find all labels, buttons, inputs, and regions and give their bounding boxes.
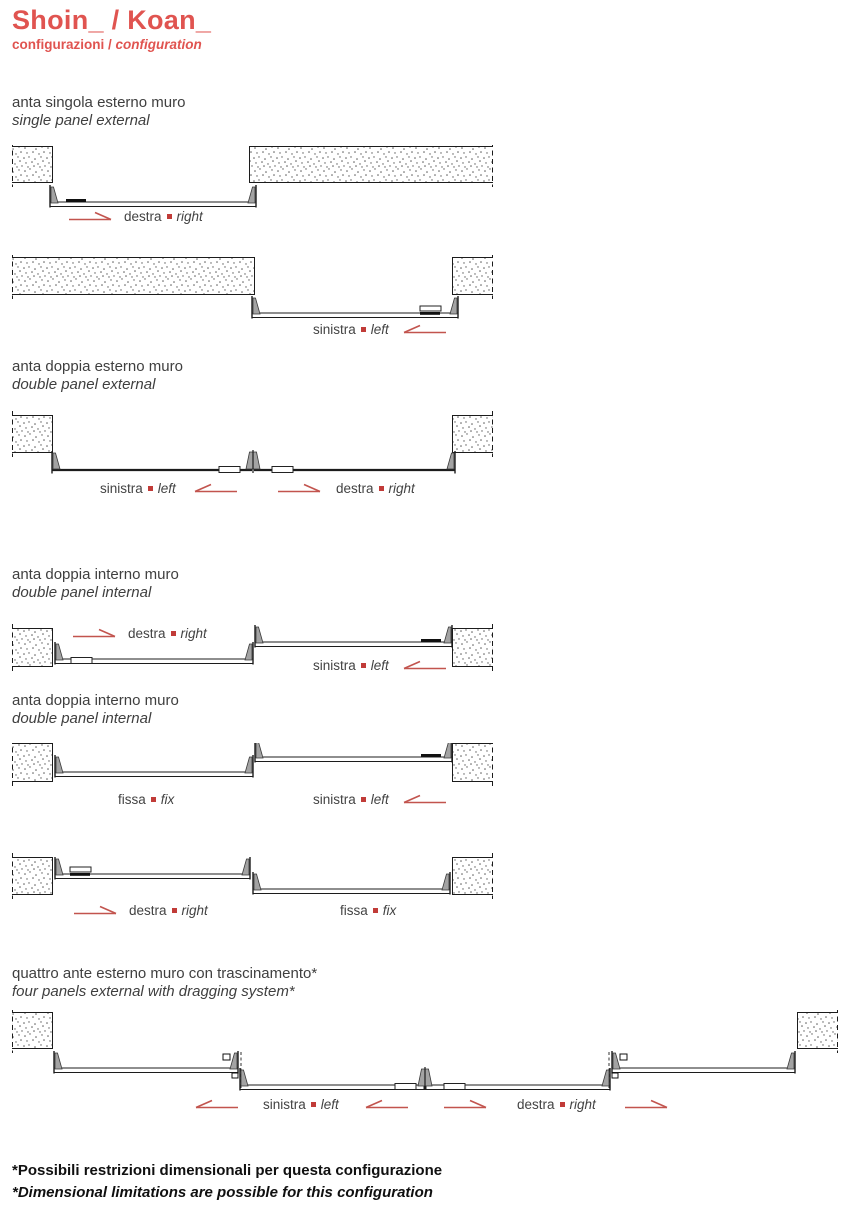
direction-label-group — [68, 207, 203, 225]
label-en: right — [569, 1096, 596, 1112]
direction-label — [313, 792, 389, 807]
jamb-bracket — [444, 743, 451, 758]
label-it: destra — [129, 902, 167, 918]
direction-label — [336, 481, 415, 496]
jamb-bracket — [55, 1053, 62, 1069]
door-handle — [395, 1084, 416, 1090]
arrow-right-icon — [73, 904, 119, 917]
direction-label — [340, 903, 396, 918]
label-it: destra — [336, 480, 374, 496]
wall-block — [453, 853, 494, 899]
door-handle — [70, 873, 90, 876]
label-en: left — [370, 791, 389, 807]
door-handle — [421, 639, 441, 642]
section-heading-en: single panel external — [12, 111, 150, 129]
door-panel — [255, 642, 452, 647]
arrow-left-icon — [192, 482, 238, 495]
jamb-bracket — [447, 453, 454, 469]
wall-block — [453, 743, 494, 786]
label-it: sinistra — [313, 791, 356, 807]
page-title: Shoin_ / Koan_ — [12, 5, 212, 35]
label-it: sinistra — [313, 657, 356, 673]
wall-block — [12, 624, 53, 671]
red-square-icon — [560, 1102, 565, 1107]
jamb-bracket — [613, 1053, 620, 1069]
drag-hook — [223, 1054, 230, 1060]
door-panel — [612, 1068, 795, 1073]
jamb-bracket — [245, 757, 252, 773]
diagram-canvas — [0, 1010, 849, 1122]
wall-block — [453, 411, 494, 457]
section-heading-en: double panel internal — [12, 583, 152, 601]
red-square-icon — [151, 797, 156, 802]
section-heading-it: anta doppia interno muro — [12, 566, 179, 583]
door-handle — [219, 467, 240, 473]
wall-block — [12, 743, 53, 786]
label-en: left — [370, 657, 389, 673]
jamb-bracket — [56, 644, 63, 660]
jamb-bracket — [56, 757, 63, 773]
arrow-left-icon — [401, 323, 447, 336]
label-it: sinistra — [263, 1096, 306, 1112]
direction-label-group — [313, 656, 447, 674]
jamb-bracket — [241, 1070, 248, 1086]
section-heading-double-panel-internal-2 — [12, 692, 179, 727]
door-handle — [420, 312, 440, 315]
direction-label-group — [193, 1095, 409, 1113]
wall-block — [12, 145, 53, 187]
jamb-bracket — [242, 859, 249, 875]
arrow-left-icon — [193, 1098, 239, 1111]
subtitle-separator: / — [104, 37, 116, 52]
section-heading-en: double panel external — [12, 375, 156, 393]
jamb-bracket — [53, 453, 60, 469]
door-panel — [255, 757, 452, 762]
wall-block — [12, 1010, 53, 1053]
jamb-bracket — [56, 859, 63, 875]
jamb-bracket — [253, 298, 260, 314]
door-panel — [50, 202, 256, 207]
direction-label-group — [340, 901, 396, 919]
jamb-bracket — [256, 627, 263, 643]
direction-label — [313, 658, 389, 673]
label-it: fissa — [118, 791, 146, 807]
label-en: left — [320, 1096, 339, 1112]
red-square-icon — [373, 908, 378, 913]
label-en: right — [176, 208, 203, 224]
section-heading-it: quattro ante esterno muro con trascinamento* — [12, 965, 318, 982]
door-panel — [55, 772, 253, 777]
section-heading-it: anta singola esterno muro — [12, 94, 186, 111]
section-heading-it: anta doppia esterno muro — [12, 358, 183, 375]
arrow-right-icon — [277, 482, 323, 495]
red-square-icon — [379, 486, 384, 491]
label-en: fix — [382, 902, 397, 918]
drag-hook — [620, 1054, 627, 1060]
jamb-bracket — [230, 1053, 237, 1069]
arrow-right-icon — [624, 1098, 670, 1111]
jamb-bracket — [254, 874, 261, 890]
direction-label-group — [313, 790, 447, 808]
arrow-left-icon — [363, 1098, 409, 1111]
direction-label-group — [443, 1095, 670, 1113]
direction-label-group — [100, 479, 238, 497]
diagram-double-panel-internal — [0, 618, 849, 688]
door-handle — [420, 306, 441, 311]
arrow-left-icon — [401, 659, 447, 672]
label-en: fix — [160, 791, 175, 807]
direction-label — [100, 481, 176, 496]
door-panel — [54, 1068, 238, 1073]
jamb-bracket — [450, 298, 457, 314]
red-square-icon — [167, 214, 172, 219]
arrow-right-icon — [68, 210, 114, 223]
footnote-en: *Dimensional limitations are possible for this configuration — [12, 1184, 433, 1201]
red-square-icon — [361, 327, 366, 332]
direction-label — [124, 209, 203, 224]
red-square-icon — [361, 797, 366, 802]
diagram-double-panel-fix-right — [0, 848, 849, 922]
diagram-double-panel-fix-left — [0, 743, 849, 811]
diagram-single-panel-left — [0, 255, 849, 345]
label-it: sinistra — [100, 480, 143, 496]
jamb-bracket — [444, 627, 451, 643]
label-it: destra — [128, 625, 166, 641]
arrow-right-icon — [443, 1098, 489, 1111]
red-square-icon — [311, 1102, 316, 1107]
door-handle — [71, 658, 92, 664]
direction-label-group — [313, 320, 447, 338]
jamb-bracket — [51, 187, 58, 203]
direction-label-group — [72, 624, 207, 642]
diagram-double-panel-external — [0, 410, 849, 502]
direction-label — [118, 792, 174, 807]
section-heading-en: four panels external with dragging system* — [12, 982, 295, 1000]
section-heading-double-panel-external — [12, 358, 183, 393]
door-panel — [253, 889, 450, 894]
wall-block — [12, 411, 53, 457]
direction-label-group — [277, 479, 415, 497]
jamb-bracket — [442, 874, 449, 890]
direction-label — [128, 626, 207, 641]
section-heading-four-panels-external — [12, 965, 317, 1000]
label-en: right — [388, 480, 415, 496]
red-square-icon — [172, 908, 177, 913]
subtitle-it: configurazioni — [12, 37, 105, 52]
drag-hook — [612, 1073, 618, 1078]
footnote-it: *Possibili restrizioni dimensionali per questa configurazione — [12, 1162, 443, 1179]
diagram-four-panels-external — [0, 1010, 849, 1122]
diagram-single-panel-right — [0, 145, 849, 233]
wall-block — [453, 255, 494, 299]
label-it: fissa — [340, 902, 368, 918]
door-handle — [66, 199, 86, 202]
wall-block — [12, 853, 53, 899]
jamb-bracket — [787, 1053, 794, 1069]
door-handle — [70, 867, 91, 872]
wall-block — [12, 255, 255, 299]
red-square-icon — [171, 631, 176, 636]
label-en: left — [370, 321, 389, 337]
label-en: left — [157, 480, 176, 496]
label-it: destra — [124, 208, 162, 224]
door-handle — [444, 1084, 465, 1090]
page-header — [12, 6, 211, 52]
wall-block — [453, 624, 494, 671]
arrow-left-icon — [401, 793, 447, 806]
wall-block — [250, 145, 494, 187]
arrow-right-icon — [72, 627, 118, 640]
red-square-icon — [148, 486, 153, 491]
wall-block — [798, 1010, 839, 1053]
jamb-bracket — [602, 1070, 609, 1086]
direction-label — [129, 903, 208, 918]
red-square-icon — [361, 663, 366, 668]
label-en: right — [181, 902, 208, 918]
door-handle — [421, 754, 441, 757]
label-it: destra — [517, 1096, 555, 1112]
direction-label-group — [118, 790, 174, 808]
direction-label — [313, 322, 389, 337]
direction-label-group — [73, 901, 208, 919]
footnote — [12, 1160, 442, 1204]
jamb-bracket — [245, 644, 252, 660]
direction-label — [517, 1097, 596, 1112]
section-heading-single-panel-external — [12, 94, 185, 129]
section-heading-it: anta doppia interno muro — [12, 692, 179, 709]
subtitle-en: configuration — [115, 37, 202, 52]
door-handle — [272, 467, 293, 473]
direction-label — [263, 1097, 339, 1112]
drag-hook — [232, 1073, 238, 1078]
section-heading-en: double panel internal — [12, 709, 152, 727]
section-heading-double-panel-internal-1 — [12, 566, 179, 601]
page-subtitle — [12, 37, 211, 52]
jamb-bracket — [248, 187, 255, 203]
label-en: right — [180, 625, 207, 641]
jamb-bracket — [256, 743, 263, 758]
label-it: sinistra — [313, 321, 356, 337]
